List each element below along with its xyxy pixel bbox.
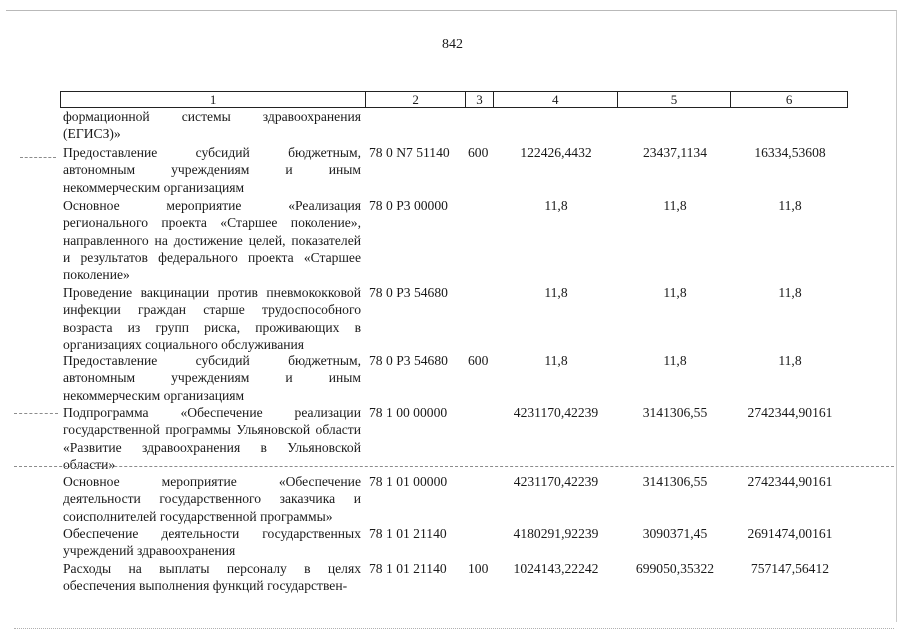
row-value-col4: 11,8 [544, 198, 568, 213]
row-value-col4: 122426,4432 [520, 145, 592, 160]
page-number: 842 [442, 37, 463, 52]
header-col-5: 5 [618, 92, 732, 107]
row-value-col4: 4231170,42239 [513, 405, 599, 420]
row-description: формационной системы здравоохранения (ЕГИСЗ)» [63, 109, 361, 142]
header-col-1: 1 [61, 92, 366, 107]
row-code: 78 0 N7 51140 [369, 145, 450, 160]
row-expense-type: 600 [468, 353, 489, 368]
row-description: Подпрограмма «Обеспечение реализации государственной программы Ульяновской области «Развитие здравоохранения в Ульяновской области» [63, 405, 361, 472]
row-description: Проведение вакцинации против пневмококковой инфекции граждан старше трудоспособного возраста из групп риска, проживающих в организациях социального обслуживания [63, 285, 361, 352]
row-code: 78 0 P3 00000 [369, 198, 448, 213]
row-description: Предоставление субсидий бюджетным, автономным учреждениям и иным некоммерческим организациям [63, 353, 361, 403]
row-value-col5: 3090371,45 [642, 526, 708, 541]
row-code: 78 0 P3 54680 [369, 285, 448, 300]
row-value-col6: 2691474,00161 [747, 526, 833, 541]
row-value-col4: 11,8 [544, 285, 568, 300]
row-value-col5: 699050,35322 [635, 561, 715, 576]
row-value-col5: 11,8 [663, 198, 687, 213]
row-value-col6: 2742344,90161 [747, 474, 833, 489]
row-value-col6: 11,8 [778, 353, 802, 368]
scan-artifact-line [14, 466, 894, 467]
row-value-col6: 2742344,90161 [747, 405, 833, 420]
table-header-row [60, 91, 848, 108]
row-value-col5: 3141306,55 [642, 405, 708, 420]
row-value-col5: 11,8 [663, 353, 687, 368]
header-col-6: 6 [785, 92, 793, 107]
row-code: 78 1 00 00000 [369, 405, 448, 420]
row-description: Обеспечение деятельности государственных учреждений здравоохранения [63, 526, 361, 559]
scan-artifact-line [14, 628, 894, 629]
scan-artifact-line [20, 157, 56, 158]
row-value-col5: 11,8 [663, 285, 687, 300]
row-code: 78 1 01 21140 [369, 561, 447, 576]
row-description: Основное мероприятие «Обеспечение деятельности государственного заказчика и соисполнителей государственной программы» [63, 474, 361, 524]
row-description: Основное мероприятие «Реализация регионального проекта «Старшее поколение», направленного на достижение целей, показателей и результатов федерального проекта «Старшее поколение» [63, 198, 361, 283]
row-value-col6: 757147,56412 [750, 561, 830, 576]
row-description: Расходы на выплаты персоналу в целях обеспечения выполнения функций государствен- [63, 561, 361, 594]
row-value-col6: 11,8 [778, 198, 802, 213]
scan-artifact-line [14, 413, 58, 414]
budget-table [60, 91, 848, 594]
row-value-col4: 11,8 [544, 353, 568, 368]
row-expense-type: 600 [468, 145, 489, 160]
row-value-col5: 3141306,55 [642, 474, 708, 489]
row-value-col5: 23437,1134 [642, 145, 708, 160]
row-description: Предоставление субсидий бюджетным, автономным учреждениям и иным некоммерческим организациям [63, 145, 361, 195]
header-col-3: 3 [466, 92, 494, 107]
row-value-col4: 4231170,42239 [513, 474, 599, 489]
row-code: 78 1 01 21140 [369, 526, 447, 541]
row-value-col6: 16334,53608 [754, 145, 826, 160]
row-expense-type: 100 [468, 561, 489, 576]
row-code: 78 0 P3 54680 [369, 353, 448, 368]
row-value-col4: 4180291,92239 [513, 526, 599, 541]
row-code: 78 1 01 00000 [369, 474, 448, 489]
header-col-4: 4 [494, 92, 618, 107]
header-col-2: 2 [366, 92, 466, 107]
row-value-col4: 1024143,22242 [513, 561, 599, 576]
row-value-col6: 11,8 [778, 285, 802, 300]
